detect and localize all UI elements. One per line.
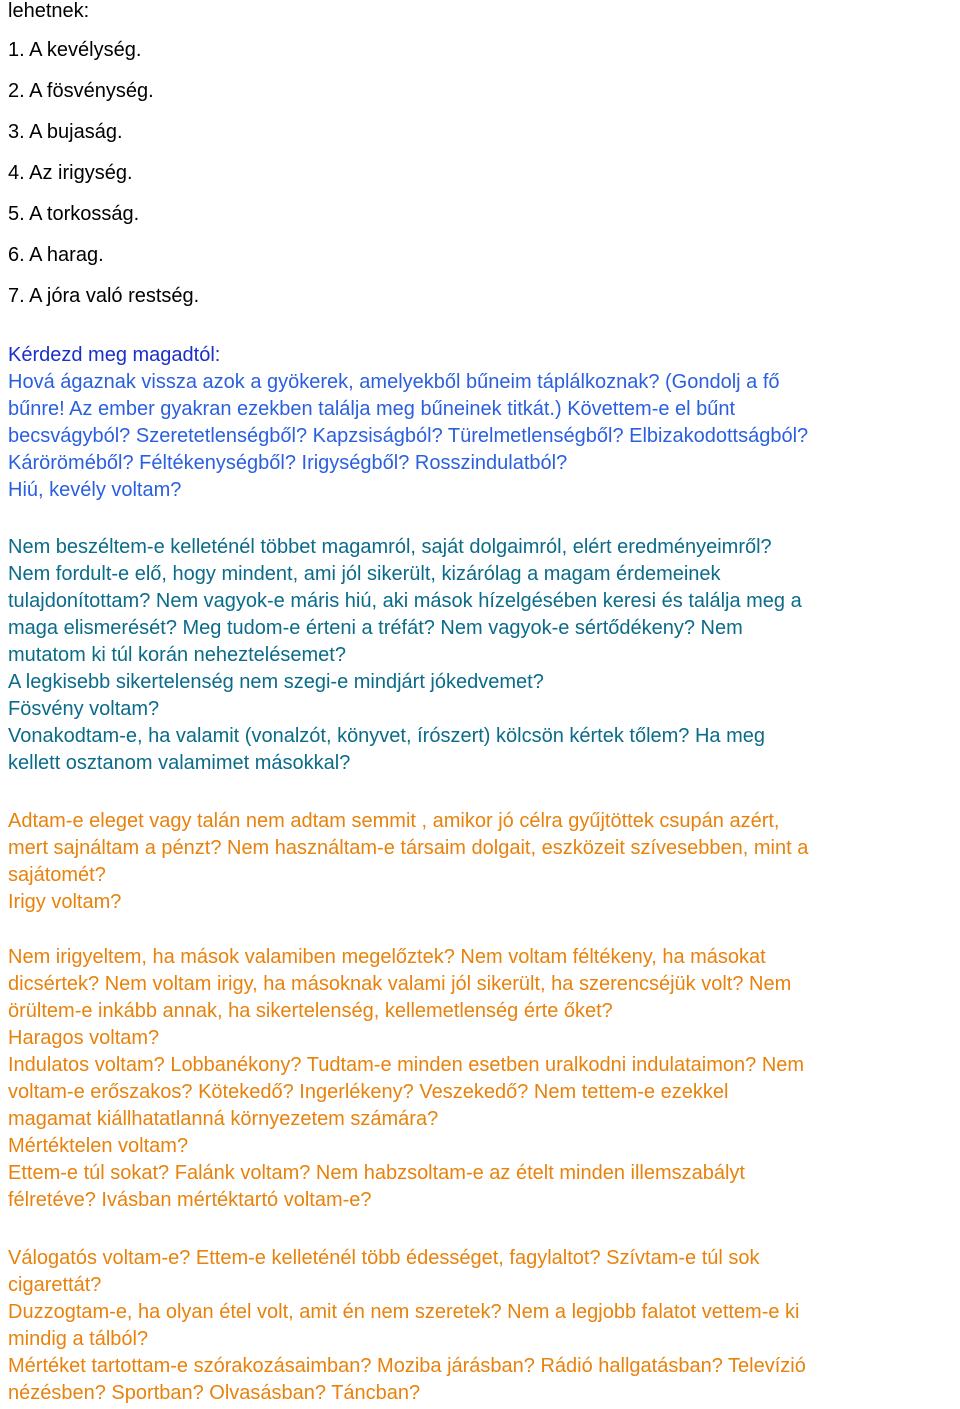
pride-line-9: kellett osztanom valamimet másokkal? (8, 752, 351, 774)
greed-section (8, 808, 808, 916)
sins-list (8, 37, 199, 324)
gluttony-line-4: mindig a tálból? (8, 1328, 149, 1350)
greed-line-2: mert sajnáltam a pénzt? Nem használtam-e társaim dolgait, eszközeit szívesebben, mint a (8, 837, 809, 859)
sin-item-4: 4. Az irigység. (8, 162, 133, 184)
sin-item-1: 1. A kevélység. (8, 39, 142, 61)
sin-item-2: 2. A fösvénység. (8, 80, 154, 102)
roots-line-3: becsvágyból? Szeretetlenségből? Kapzsiságból? Türelmetlenségből? Elbizakodottságból? (8, 425, 809, 447)
greed-line-1: Adtam-e eleget vagy talán nem adtam semmit , amikor jó célra gyűjtöttek csupán azért, (8, 810, 780, 832)
roots-line-5: Hiú, kevély voltam? (8, 479, 182, 501)
sin-item-6: 6. A harag. (8, 244, 104, 266)
envy-line-2: dicsértek? Nem voltam irigy, ha másoknak valami jól sikerült, ha szerencséjük volt? Nem (8, 973, 792, 995)
roots-line-4: Káröröméből? Féltékenységből? Irigységből? Rosszindulatból? (8, 452, 568, 474)
pride-section (8, 534, 802, 777)
sin-item-7: 7. A jóra való restség. (8, 285, 200, 307)
pride-line-2: Nem fordult-e elő, hogy mindent, ami jól sikerült, kizárólag a magam érdemeinek (8, 563, 721, 585)
roots-line-1: Hová ágaznak vissza azok a gyökerek, amelyekből bűneim táplálkoznak? (Gondolj a fő (8, 371, 780, 393)
gluttony-line-2: cigarettát? (8, 1274, 102, 1296)
envy-line-1: Nem irigyeltem, ha mások valamiben megelőztek? Nem voltam féltékeny, ha másokat (8, 946, 766, 968)
greed-line-4: Irigy voltam? (8, 891, 122, 913)
envy-line-10: félretéve? Ivásban mértéktartó voltam-e? (8, 1189, 372, 1211)
pride-line-3: tulajdonítottam? Nem vagyok-e máris hiú, aki mások hízelgésében keresi és találja meg a (8, 590, 802, 612)
envy-line-3: örültem-e inkább annak, ha sikertelenség, kellemetlenség érte őket? (8, 1000, 613, 1022)
intro-text: lehetnek: (8, 0, 90, 22)
gluttony-section (8, 1245, 806, 1407)
gluttony-line-1: Válogatós voltam-e? Ettem-e kelleténél több édességet, fagylaltot? Szívtam-e túl sok (8, 1247, 760, 1269)
pride-line-5: mutatom ki túl korán neheztelésemet? (8, 644, 346, 666)
envy-line-8: Mértéktelen voltam? (8, 1135, 189, 1157)
pride-line-7: Fösvény voltam? (8, 698, 160, 720)
pride-line-4: maga elismerését? Meg tudom-e érteni a tréfát? Nem vagyok-e sértődékeny? Nem (8, 617, 743, 639)
pride-line-8: Vonakodtam-e, ha valamit (vonalzót, könyvet, írószert) kölcsön kértek tőlem? Ha meg (8, 725, 766, 747)
envy-line-7: magamat kiállhatatlanná környezetem számára? (8, 1108, 439, 1130)
envy-section (8, 944, 804, 1214)
envy-line-9: Ettem-e túl sokat? Falánk voltam? Nem habzsoltam-e az ételt minden illemszabályt (8, 1162, 745, 1184)
gluttony-line-5: Mértéket tartottam-e szórakozásaimban? Moziba járásban? Rádió hallgatásban? Televízió (8, 1355, 806, 1377)
envy-line-6: voltam-e erőszakos? Kötekedő? Ingerlékeny? Veszekedő? Nem tettem-e ezekkel (8, 1081, 729, 1103)
examination-section (8, 342, 808, 504)
pride-line-6: A legkisebb sikertelenség nem szegi-e mindjárt jókedvemet? (8, 671, 544, 693)
pride-line-1: Nem beszéltem-e kelleténél többet magamról, saját dolgaimról, elért eredményeimről? (8, 536, 772, 558)
greed-line-3: sajátomét? (8, 864, 106, 886)
gluttony-line-3: Duzzogtam-e, ha olyan étel volt, amit én nem szeretek? Nem a legjobb falatot vettem-e ki (8, 1301, 800, 1323)
envy-line-4: Haragos voltam? (8, 1027, 160, 1049)
gluttony-line-6: nézésben? Sportban? Olvasásban? Táncban? (8, 1382, 421, 1404)
sin-item-3: 3. A bujaság. (8, 121, 123, 143)
envy-line-5: Indulatos voltam? Lobbanékony? Tudtam-e minden esetben uralkodni indulataimon? Nem (8, 1054, 805, 1076)
roots-line-2: bűnre! Az ember gyakran ezekben találja meg bűneinek titkát.) Követtem-e el bűnt (8, 398, 736, 420)
sin-item-5: 5. A torkosság. (8, 203, 140, 225)
question-heading: Kérdezd meg magadtól: (8, 344, 221, 366)
